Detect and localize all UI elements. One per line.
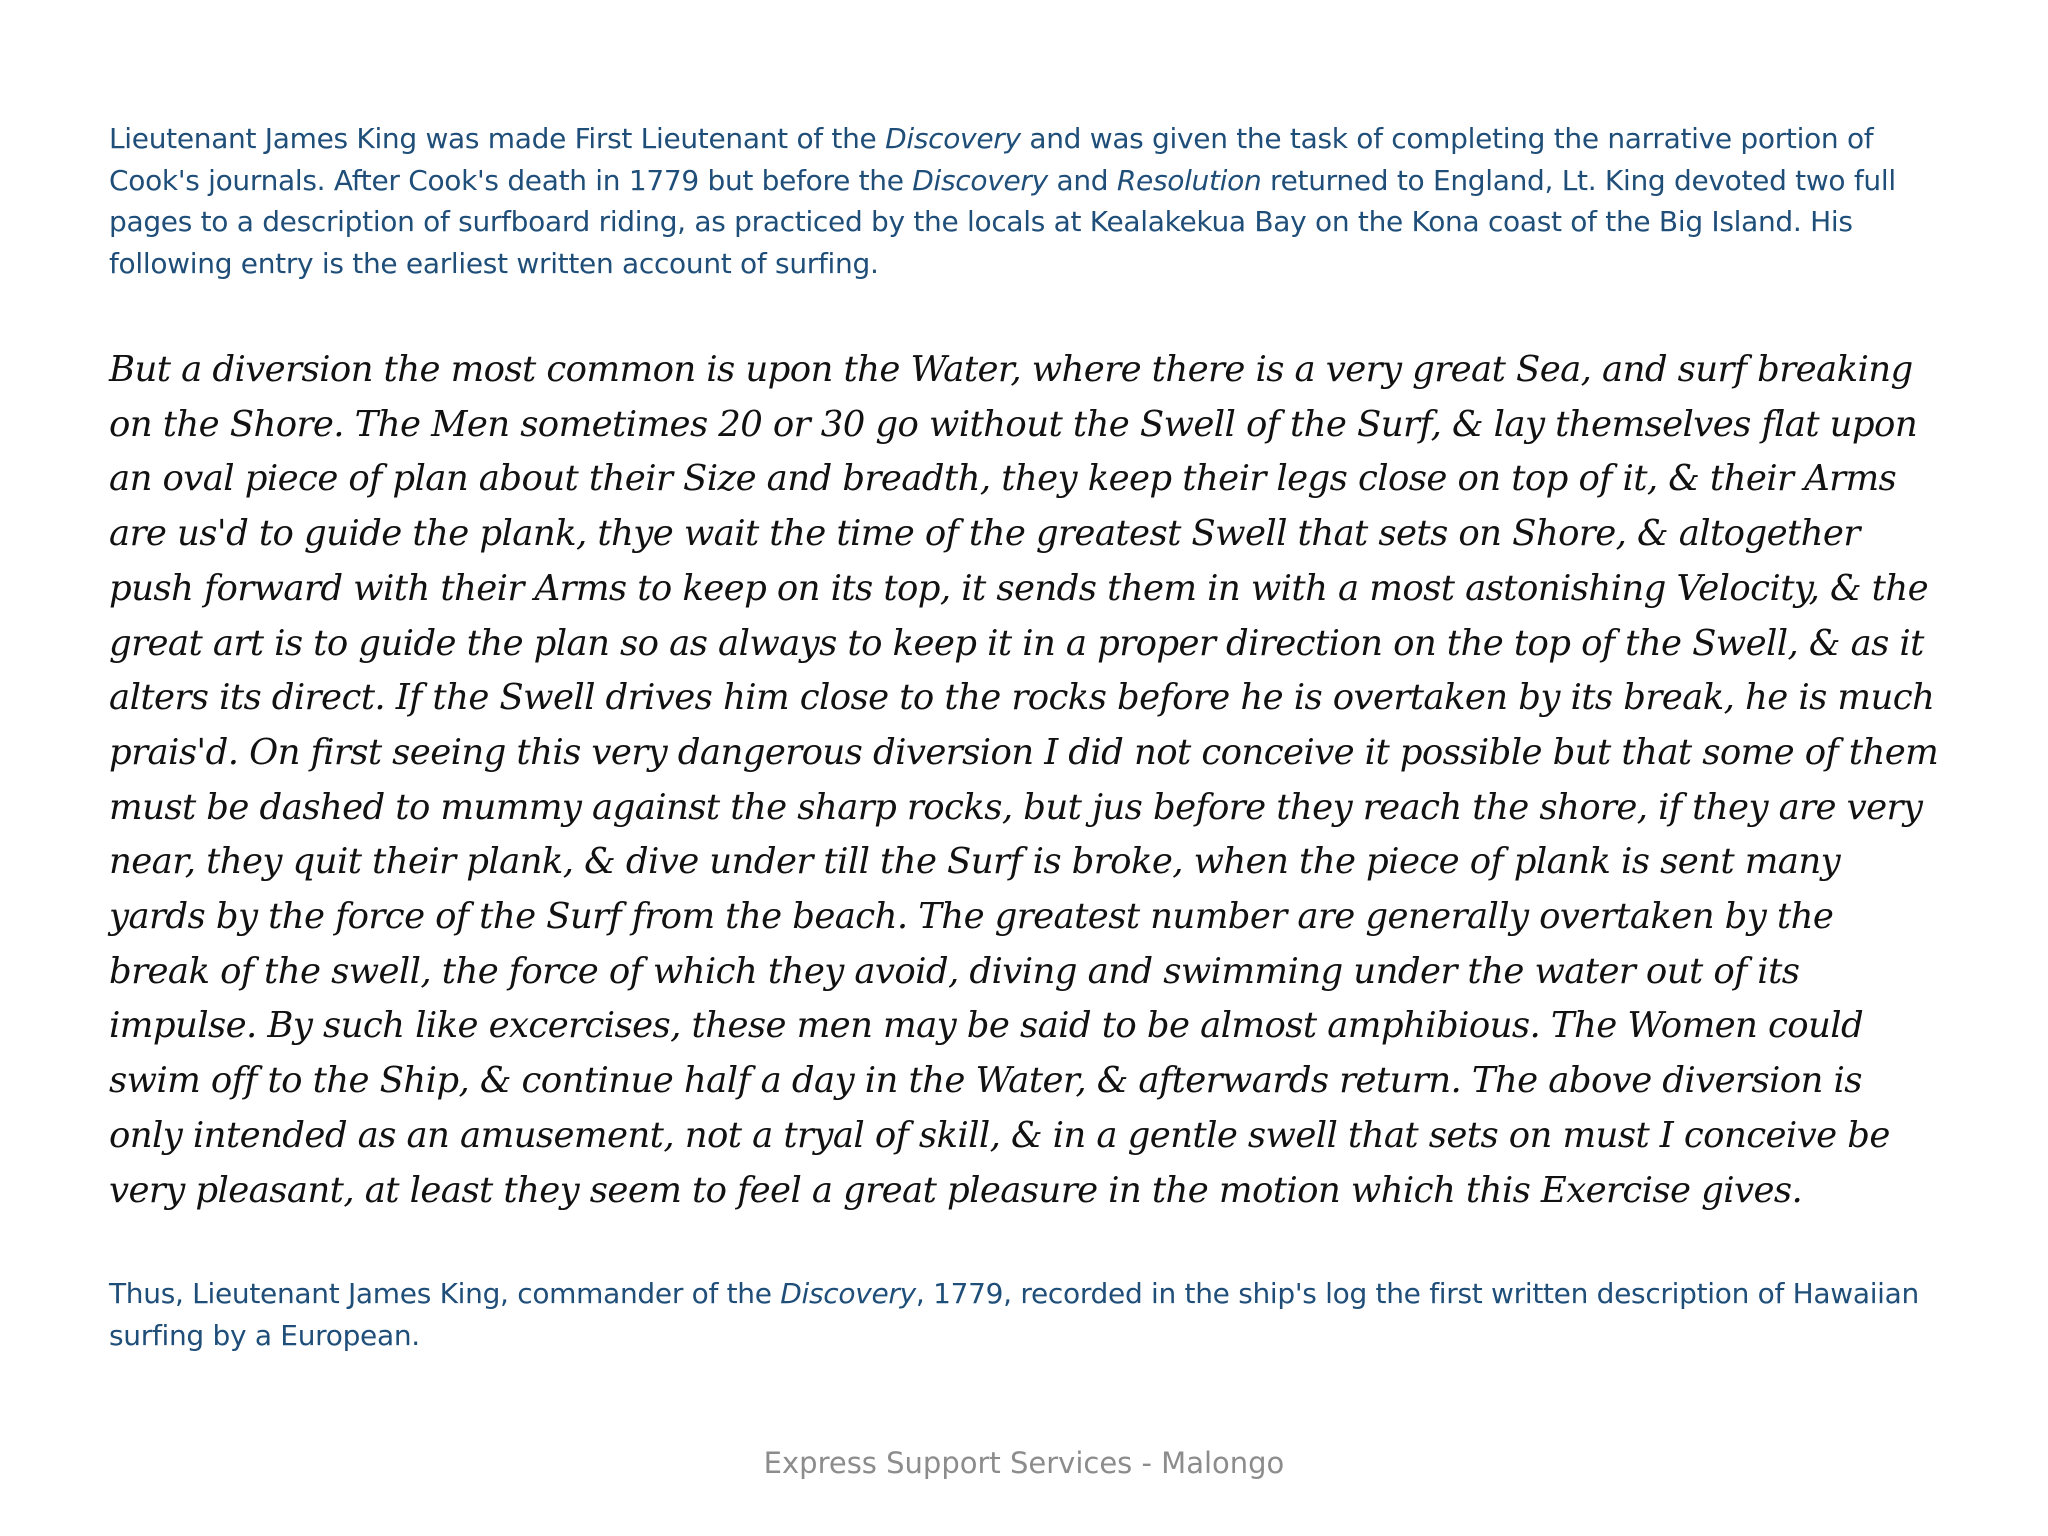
ship-name-resolution: Resolution xyxy=(1116,163,1262,197)
closing-paragraph xyxy=(109,1273,1939,1356)
intro-paragraph xyxy=(109,118,1939,284)
outro-text-2: , 1779, recorded in the ship's log the first written description of Hawaiian surfing by a European. xyxy=(109,1277,1919,1352)
ship-name-discovery: Discovery xyxy=(885,122,1021,155)
ship-name-discovery: Discovery xyxy=(780,1277,916,1310)
intro-text-2: and was given the task of completing the narrative portion of Cook's journals. After Cook's death in 1779 but before the xyxy=(109,122,1874,197)
ship-name-discovery: Discovery xyxy=(912,163,1048,197)
intro-text-3: and xyxy=(1047,163,1117,197)
outro-text-1: Thus, Lieutenant James King, commander of the xyxy=(109,1277,781,1310)
journal-quote: But a diversion the most common is upon the Water, where there is a very great Sea, and surf breaking on the Shore. The Men sometimes 20 or 30 go without the Swell of the Surf, & lay themselves flat upon an oval piece of plan about their Size and breadth, they keep their legs close on top of it, & their Arms are us'd to guide the plank, thye wait the time of the greatest Swell that sets on Shore, & altogether push forward with their Arms to keep on its top, it sends them in with a most astonishing Velocity, & the great art is to guide the plan so as always to keep it in a proper direction on the top of the Swell, & as it alters its direct. If the Swell drives him close to the rocks before he is overtaken by its break, he is much prais'd. On first seeing this very dangerous diversion I did not conceive it possible but that some of them must be dashed to mummy against the sharp rocks, but jus before they reach the shore, if they are very near, they quit their plank, & dive under till the Surf is broke, when the piece of plank is sent many yards by the force of the Surf from the beach. The greatest number are generally overtaken by the break of the swell, the force of which they avoid, diving and swimming under the water out of its impulse. By such like excercises, these men may be said to be almost amphibious. The Women could swim off to the Ship, & continue half a day in the Water, & afterwards return. The above diversion is only intended as an amusement, not a tryal of skill, & in a gentle swell that sets on must I conceive be very pleasant, at least they seem to feel a great pleasure in the motion which this Exercise gives. xyxy=(109,349,1939,1211)
intro-text-4: returned to England, Lt. King devoted two full pages to a description of surfboard riding, as practiced by the locals at Kealakekua Bay on the Kona coast of the Big Island. His following entry is the earliest written account of surfing. xyxy=(109,163,1896,280)
intro-text-1: Lieutenant James King was made First Lieutenant of the xyxy=(109,122,886,155)
page-footer: Express Support Services - Malongo xyxy=(763,1446,1285,1480)
